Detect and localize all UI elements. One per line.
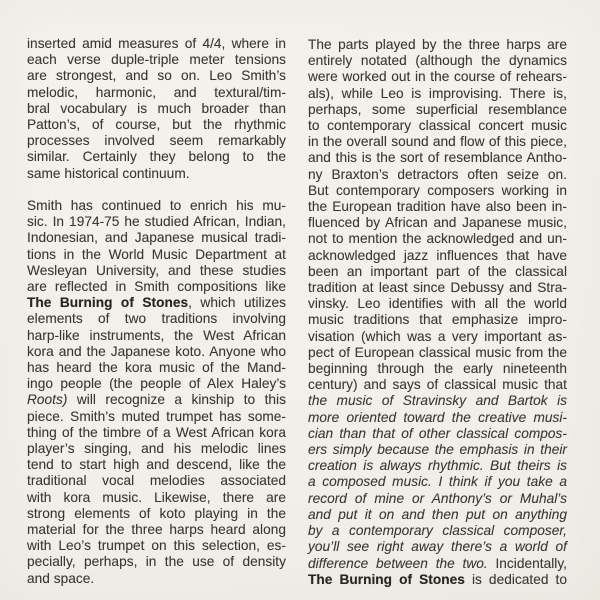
text-segment: tend to start high and descend, like the <box>27 457 286 473</box>
text-segment: player’s singing, and his melodic lines <box>27 441 286 457</box>
text-segment-bold: The Burning of Stones <box>308 571 465 587</box>
text-line <box>308 442 567 458</box>
paragraph-left-1 <box>27 36 286 182</box>
left-text-column <box>27 36 286 600</box>
text-segment: processes involved seem remarkably <box>27 133 286 149</box>
text-segment: and this is the sort of resemblance Antho- <box>308 150 567 166</box>
text-segment-italic: Roots) <box>27 392 68 408</box>
text-line <box>308 491 567 507</box>
text-segment: perhaps, some superficial resemblance <box>308 101 567 117</box>
text-segment: elements of two traditions involving <box>27 311 286 327</box>
text-line <box>27 149 286 165</box>
text-segment: , which utilizes <box>188 295 286 311</box>
text-line <box>308 377 567 393</box>
text-segment: ingo people (the people of Alex Haley’s <box>27 376 286 392</box>
text-line <box>308 69 567 85</box>
text-line <box>308 523 567 539</box>
text-line <box>27 328 286 344</box>
text-line <box>308 296 567 312</box>
text-segment: inserted amid measures of 4/4, where in <box>27 36 286 51</box>
text-line <box>27 376 286 392</box>
text-line <box>27 409 286 425</box>
text-line <box>308 410 567 426</box>
text-segment: material for the three harps heard along <box>27 522 286 538</box>
text-line <box>27 68 286 84</box>
text-segment: has heard the kora music of the Mand- <box>27 360 286 376</box>
text-line <box>27 554 286 570</box>
text-line <box>308 393 567 409</box>
text-line <box>27 457 286 473</box>
text-line <box>308 215 567 231</box>
paragraph-right-1 <box>308 37 567 588</box>
text-line <box>308 426 567 442</box>
text-segment: tradition at least since Debussy and Stra- <box>308 280 567 296</box>
text-segment: will recognize a kinship to this <box>67 392 286 408</box>
text-segment: entirely notated (although the dynamics <box>308 53 567 69</box>
text-segment: sic. In 1974-75 he studied African, Indian, <box>27 214 286 230</box>
text-segment-italic: cian than that of other classical compos- <box>308 425 567 441</box>
text-segment: to contemporary classical concert music <box>308 118 567 134</box>
text-segment: kora and the Japanese koto. Anyone who <box>27 343 286 359</box>
text-line <box>27 538 286 554</box>
text-segment: ny Braxton’s detractors often seize on. <box>308 166 567 182</box>
text-segment: tions in the World Music Department at <box>27 246 286 262</box>
text-line <box>308 37 567 53</box>
text-line <box>308 474 567 490</box>
text-line <box>308 134 567 150</box>
text-segment: music traditions that emphasize impro- <box>308 312 567 328</box>
text-segment-italic: the music of Stravinsky and Bartok is <box>308 393 567 409</box>
text-segment: harp-like instruments, the West African <box>27 327 286 343</box>
text-segment: fluenced by African and Japanese music, <box>308 215 567 231</box>
text-segment: with Leo’s trumpet on this selection, es- <box>27 538 286 554</box>
paragraph-left-2 <box>27 198 286 587</box>
text-line <box>27 230 286 246</box>
text-segment: century) and says of classical music that <box>308 377 567 393</box>
text-segment: pecially, perhaps, in the use of density <box>27 554 286 570</box>
text-segment-italic: a composed music. I think if you take a <box>308 474 567 490</box>
text-line <box>308 53 567 69</box>
text-line <box>27 36 286 52</box>
text-segment: Indonesian, and Japanese musical tradi- <box>27 230 286 246</box>
text-line <box>27 473 286 489</box>
text-line <box>27 101 286 117</box>
text-segment: and space. <box>27 570 95 586</box>
text-segment: als), while Leo is improvising. There is, <box>308 85 567 101</box>
text-line <box>27 85 286 101</box>
text-segment: piece. Smith’s muted trumpet has some- <box>27 408 286 424</box>
text-segment-italic: you’ll see right away there’s a world of <box>308 539 567 555</box>
text-line <box>308 86 567 102</box>
text-segment: the European tradition have also been in- <box>308 199 567 215</box>
text-segment-bold: The Burning of Stones <box>27 295 189 311</box>
right-text-column <box>308 37 567 600</box>
text-line <box>27 344 286 360</box>
text-segment: melodic, harmonic, and textural/tim- <box>27 84 286 100</box>
text-line <box>27 263 286 279</box>
text-line <box>27 490 286 506</box>
text-line <box>308 264 567 280</box>
text-line <box>27 52 286 68</box>
text-segment: is dedicated to <box>464 571 567 587</box>
text-segment-italic: by a contemporary classical composer, <box>308 523 567 539</box>
text-segment: Patton’s, of course, but the rhythmic <box>27 117 286 133</box>
text-line <box>27 392 286 408</box>
text-line <box>308 150 567 166</box>
text-line <box>27 166 286 182</box>
text-line <box>308 361 567 377</box>
text-segment: pect of European classical music from the <box>308 344 567 360</box>
text-segment: bral vocabulary is much broader than <box>27 100 286 116</box>
text-line <box>27 279 286 295</box>
text-line <box>308 199 567 215</box>
text-line <box>308 572 567 588</box>
text-line <box>308 167 567 183</box>
text-segment: strong elements of koto playing in the <box>27 505 286 521</box>
text-segment-italic: and put it on and then put on anything <box>308 506 567 522</box>
text-segment-italic: creation is always rhythmic. But theirs is <box>308 458 567 474</box>
text-line <box>27 506 286 522</box>
text-segment: The parts played by the three harps are <box>308 37 567 52</box>
text-segment: each verse duple-triple meter tensions <box>27 52 286 68</box>
text-line <box>27 311 286 327</box>
text-line <box>27 571 286 587</box>
text-segment-italic: more oriented toward the creative musi- <box>308 409 567 425</box>
text-segment: been an important part of the classical <box>308 263 567 279</box>
text-segment: But contemporary composers working in <box>308 182 567 198</box>
text-segment: vinsky. Leo identifies with all the world <box>308 296 567 312</box>
text-line <box>27 133 286 149</box>
text-segment: visation (which was a very important as- <box>308 328 567 344</box>
text-line <box>27 522 286 538</box>
text-segment: not to mention the acknowledged and un- <box>308 231 567 247</box>
text-segment: Smith has continued to enrich his mu- <box>27 198 286 214</box>
text-line <box>308 329 567 345</box>
text-line <box>308 118 567 134</box>
text-line <box>308 102 567 118</box>
text-segment: with kora music. Likewise, there are <box>27 489 286 505</box>
text-segment-italic: difference between the two. <box>308 555 488 571</box>
text-line <box>308 539 567 555</box>
text-line <box>27 214 286 230</box>
text-segment: acknowledged jazz influences that have <box>308 247 567 263</box>
text-line <box>308 231 567 247</box>
text-segment: were worked out in the course of rehears- <box>308 69 567 85</box>
text-line <box>27 295 286 311</box>
text-segment-italic: record of mine or Anthony’s or Muhal’s <box>308 490 567 506</box>
text-line <box>27 360 286 376</box>
text-line <box>308 312 567 328</box>
text-line <box>308 345 567 361</box>
text-line <box>308 507 567 523</box>
text-segment: thing of the timbre of a West African kora <box>27 424 286 440</box>
text-line <box>308 280 567 296</box>
text-line <box>308 183 567 199</box>
text-segment: are strongest, and so on. Leo Smith’s <box>27 68 286 84</box>
text-segment-italic: ers simply because the emphasis in their <box>308 442 567 458</box>
text-line <box>308 458 567 474</box>
text-line <box>27 441 286 457</box>
text-segment: same historical continuum. <box>27 165 190 181</box>
text-segment: in the overall sound and flow of this piece, <box>308 134 567 150</box>
text-segment: beginning through the early nineteenth <box>308 361 567 377</box>
text-line <box>27 117 286 133</box>
text-line <box>308 248 567 264</box>
text-segment: Wesleyan University, and these studies <box>27 262 286 278</box>
text-segment: are reflected in Smith compositions like <box>27 279 286 295</box>
text-line <box>27 425 286 441</box>
text-line <box>27 198 286 214</box>
text-segment: traditional vocal melodies associated <box>27 473 286 489</box>
text-segment: similar. Certainly they belong to the <box>27 149 286 165</box>
text-segment: Incidentally, <box>487 555 567 571</box>
text-line <box>308 556 567 572</box>
text-line <box>27 247 286 263</box>
